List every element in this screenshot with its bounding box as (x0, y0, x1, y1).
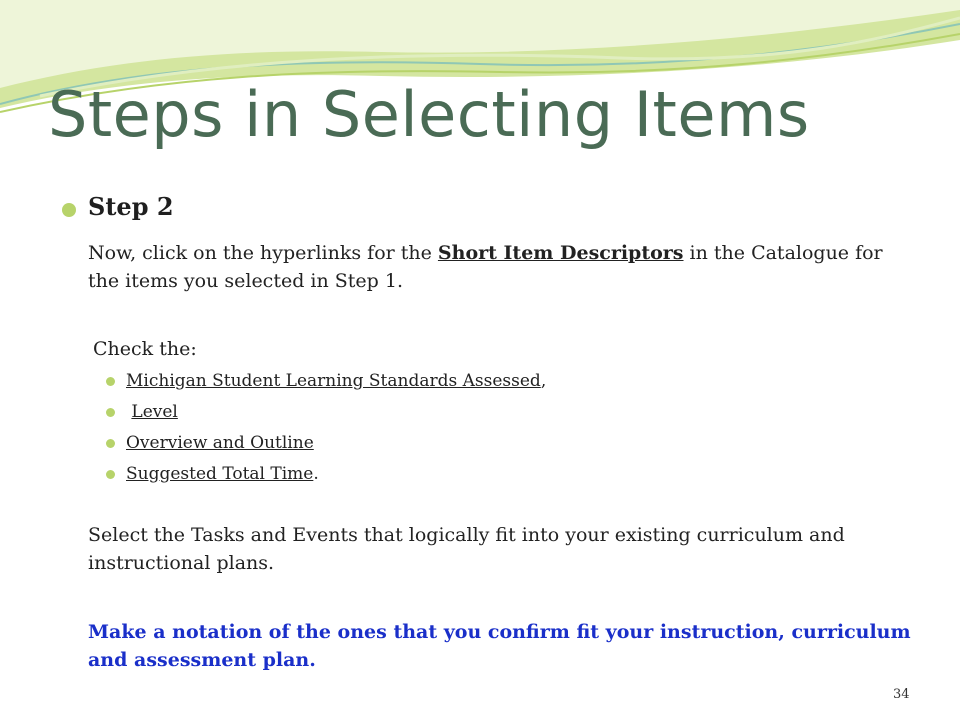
bullet-dot-icon (106, 439, 115, 448)
instruction-text-before: Now, click on the hyperlinks for the (88, 242, 438, 264)
slide-title: Steps in Selecting Items (48, 78, 810, 151)
bullet-dot-icon (106, 408, 115, 417)
step-heading: Step 2 (88, 192, 174, 221)
list-item (106, 459, 546, 490)
list-item-suffix: . (313, 464, 319, 484)
list-item (106, 397, 546, 428)
short-item-descriptors-link[interactable]: Short Item Descriptors (437, 242, 684, 264)
overview-outline-link[interactable]: Overview and Outline (126, 433, 314, 453)
bullet-dot-icon (106, 470, 115, 479)
list-item (106, 366, 546, 397)
notation-paragraph: Make a notation of the ones that you confirm fit your instruction, curriculum and assessment plan. (88, 621, 911, 671)
bullet-dot-icon (62, 203, 76, 217)
select-tasks-paragraph: Select the Tasks and Events that logically fit into your existing curriculum and instructional plans. (88, 524, 845, 574)
level-link[interactable]: Level (131, 402, 178, 422)
instruction-paragraph (88, 239, 918, 295)
suggested-total-time-link[interactable]: Suggested Total Time (126, 464, 314, 484)
bullet-dot-icon (106, 377, 115, 386)
list-item-suffix: , (540, 371, 547, 391)
check-label: Check the: (93, 338, 197, 360)
standards-assessed-link[interactable]: Michigan Student Learning Standards Assessed (126, 371, 541, 391)
instruction-text-after: in the Catalogue for the items you selected in Step 1. (88, 242, 883, 292)
page-number: 34 (893, 687, 910, 702)
check-list (106, 366, 546, 490)
list-item (106, 428, 546, 459)
